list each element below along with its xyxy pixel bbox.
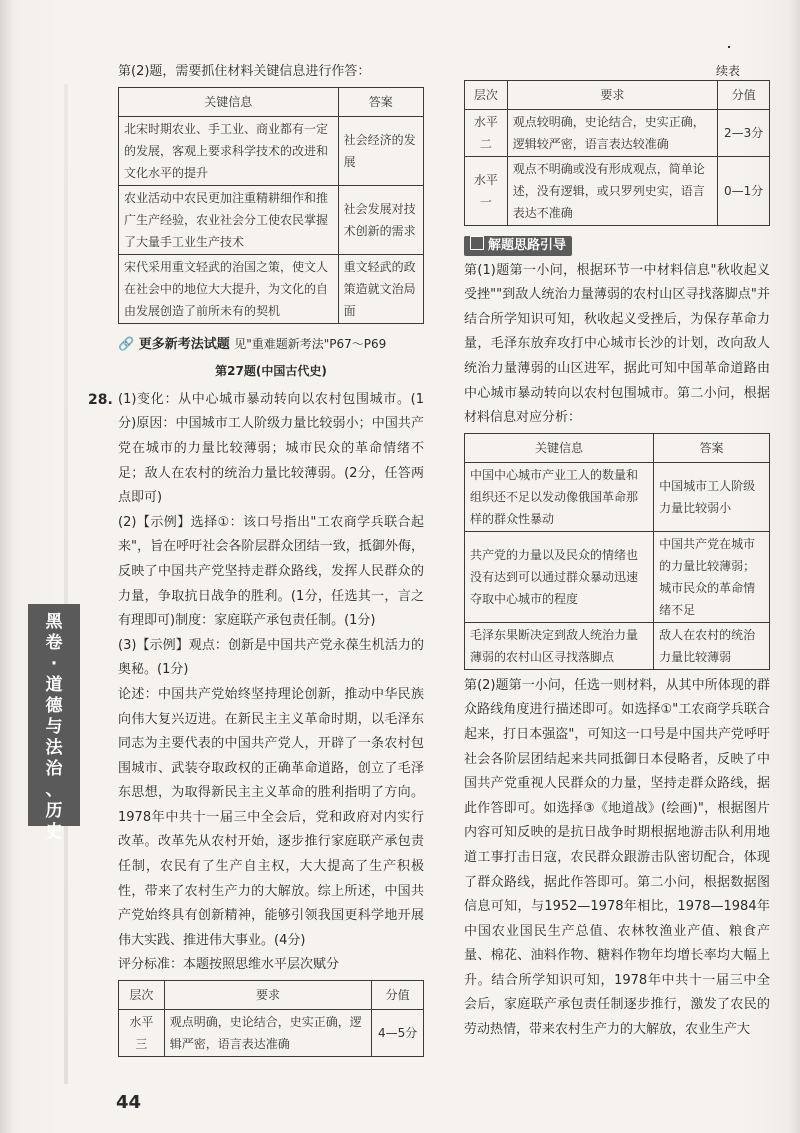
tab-char: 、: [45, 780, 63, 800]
level-table-2: [464, 80, 770, 226]
table-cell: 观点较明确，史论结合，史实正确，逻辑较严密，语言表达较准确: [507, 110, 717, 157]
table-row: [465, 110, 770, 157]
table-cell: 中国共产党在城市的力量比较薄弱；城市民众的革命情绪不足: [654, 531, 770, 622]
q2-intro: 第(2)题，需要抓住材料关键信息进行作答：: [118, 64, 371, 79]
tab-char: 黑: [45, 612, 63, 632]
continued-table-label: 续表: [716, 64, 741, 78]
tab-char: 史: [45, 822, 63, 842]
table3-header-req: 要求: [507, 81, 717, 110]
table-cell: 农业活动中农民更加注重精耕细作和推广生产经验，农业社会分工使农民掌握了大量手工业生产技术: [119, 185, 339, 254]
page-fold-shadow: [64, 84, 68, 1084]
tab-char: 德: [45, 696, 63, 716]
table-cell: 2—3分: [718, 110, 770, 157]
table-row: [465, 531, 770, 622]
more-questions-label: 更多新考法试题: [138, 336, 230, 352]
table4-header-answer: 答案: [654, 433, 770, 462]
solution-guide-label: 解题思路引导: [488, 238, 567, 253]
table-cell: 宋代采用重文轻武的治国之策，使文人在社会中的地位大大提升，为文化的自由发展创造了前所未有的契机: [119, 254, 339, 323]
table-cell: 水平二: [465, 110, 508, 157]
question-number: 28.: [88, 391, 113, 408]
table-row: [119, 254, 424, 323]
tab-char: 道: [45, 675, 63, 695]
guide-paragraph: 第(1)题第一小问，根据环节一中材料信息"秋收起义受挫""到敌人统治力量薄弱的农村山区寻找落脚点"并结合所学知识可知，秋收起义受挫后，为保存革命力量，毛泽东放弃攻打中心城市长沙的计划，改向敌人统治力量薄弱的山区进军，据此可知中国革命道路由中心城市暴动转向以农村包围城市。第二小问，根据材料信息对应分析：: [464, 262, 770, 426]
table-cell: 中国中心城市产业工人的数量和组织还不足以发动像俄国革命那样的群众性暴动: [465, 462, 654, 531]
table-cell: 水平三: [119, 1010, 165, 1057]
more-questions-ref: 见"重难题新考法"P67～P69: [234, 336, 387, 351]
table-cell: 0—1分: [718, 157, 770, 226]
tab-char: 治: [45, 759, 63, 779]
table-row: [465, 157, 770, 226]
table-row: [465, 462, 770, 531]
table2-header-level: 层次: [119, 981, 165, 1010]
table1-header-info: 关键信息: [119, 87, 339, 116]
key-info-table-2: [464, 433, 770, 670]
tab-char: 与: [45, 717, 63, 737]
answer-paragraph: (3)【示例】观点：创新是中国共产党永葆生机活力的奥秘。(1分): [118, 637, 424, 678]
tab-char: ·: [50, 654, 58, 674]
table-cell: 重文轻武的政策造就文治局面: [338, 254, 423, 323]
more-questions-heading: [118, 332, 424, 358]
table-cell: 毛泽东果断决定到敌人统治力量薄弱的农村山区寻找落脚点: [465, 622, 654, 669]
answer-paragraph: 论述：中国共产党始终坚持理论创新，推动中华民族向伟大复兴迈进。在新民主主义革命时期，以毛泽东同志为主要代表的中国共产党人，开辟了一条农村包围城市、武装夺取政权的正确革命道路，创立了毛泽东思想，为取得新民主主义革命的胜利指明了方向。1978年中共十一届三中全会后，党和政府对内实行改革。改革先从农村开始，逐步推行家庭联产承包责任制，农民有了生产自主权，大大提高了生产积极性，带来了农村生产力的大解放。综上所述，中国共产党始终具有创新精神，能够引领我国更科学地开展伟大实践、推进伟大事业。(4分): [118, 686, 424, 948]
table4-header-info: 关键信息: [465, 433, 654, 462]
table-row: [119, 116, 424, 185]
table-cell: 中国城市工人阶级力量比较弱小: [654, 462, 770, 531]
table-cell: 观点不明确或没有形成观点，简单论述，没有逻辑，或只罗列史实，语言表达不准确: [507, 157, 717, 226]
scan-speck: [728, 46, 730, 48]
table-row: [465, 622, 770, 669]
table2-header-req: 要求: [164, 981, 371, 1010]
tab-char: 法: [45, 738, 63, 758]
table-cell: 社会经济的发展: [338, 116, 423, 185]
table-cell: 观点明确，史论结合，史实正确，逻辑严密，语言表达准确: [164, 1010, 371, 1057]
answer-paragraph: (2)【示例】选择①：该口号指出"工农商学兵联合起来"，旨在呼吁社会各阶层群众团结一致，抵御外侮，反映了中国共产党坚持走群众路线，发挥人民群众的力量，争取抗日战争的胜利。(1分，任选其一，言之有理即可)制度：家庭联产承包责任制。(1分): [118, 514, 424, 629]
table-row: [119, 1010, 424, 1057]
guide-paragraph: 第(2)题第一小问，任选一则材料，从其中所体现的群众路线角度进行描述即可。如选择①"工农商学兵联合起来，打日本强盗"，可知这一口号是中国共产党呼吁社会各阶层团结起来共同抵御日本侵略者，反映了中国共产党重视人民群众的力量，坚持走群众路线，据此作答即可。如选择③《地道战》(绘画)"，根据图片内容可知反映的是抗日战争时期根据地游击队利用地道工事打击日寇，农民群众跟游击队密切配合，体现了群众路线，据此作答即可。第二小问，根据数据图信息可知，与1952—1978年相比，1978—1984年中国农业国民生产总值、农林牧渔业产值、粮食产量、棉花、油料作物、糖料作物年均增长率均大幅上升。结合所学知识可知，1978年中共十一届三中全会后，家庭联产承包责任制逐步推行，激发了农民的劳动热情，带来农村生产力的大解放，农业生产大: [464, 677, 770, 1038]
question-27-title: 第27题(中国古代史): [215, 364, 327, 379]
table-cell: 社会发展对技术创新的需求: [338, 185, 423, 254]
table-cell: 敌人在农村的统治力量比较薄弱: [654, 622, 770, 669]
guide-icon: [470, 236, 484, 250]
level-table-1: [118, 980, 424, 1057]
left-column: [88, 60, 424, 1061]
right-column: [464, 78, 770, 1043]
solution-guide-badge: [464, 236, 572, 256]
scoring-standard: 评分标准：本题按照思维水平层次赋分: [118, 957, 340, 973]
page-number: 44: [116, 1092, 142, 1113]
table-cell: 北宋时期农业、手工业、商业都有一定的发展，客观上要求科学技术的改进和文化水平的提升: [119, 116, 339, 185]
side-subject-tab: [28, 604, 80, 842]
tab-char: 历: [45, 801, 63, 821]
table-cell: 4—5分: [372, 1010, 424, 1057]
table-cell: 水平一: [465, 157, 508, 226]
table3-header-score: 分值: [718, 81, 770, 110]
tab-char: 卷: [45, 633, 63, 653]
table-cell: 共产党的力量以及民众的情绪也没有达到可以通过群众暴动迅速夺取中心城市的程度: [465, 531, 654, 622]
table3-header-level: 层次: [465, 81, 508, 110]
table1-header-answer: 答案: [338, 87, 423, 116]
link-icon: 🔗: [118, 336, 135, 352]
question-28-answer: [88, 388, 424, 978]
answer-paragraph: (1)变化：从中心城市暴动转向以农村包围城市。(1分)原因：中国城市工人阶级力量比较弱小；中国共产党在城市的力量比较薄弱；城市民众的革命情绪不足；敌人在农村的统治力量比较薄弱。(2分，任答两点即可): [118, 391, 424, 506]
table2-header-score: 分值: [372, 981, 424, 1010]
key-info-table-1: [118, 87, 424, 324]
table-row: [119, 185, 424, 254]
